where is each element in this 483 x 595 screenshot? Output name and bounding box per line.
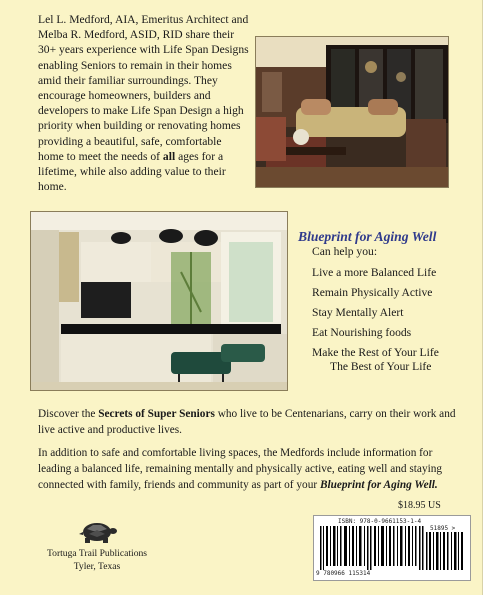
author-intro (38, 12, 250, 194)
barcode-bars (320, 526, 424, 570)
addon-bars (426, 532, 464, 570)
benefit-line-2: The Best of Your Life (330, 360, 432, 373)
isbn-text: ISBN: 978-0-9661153-1-4 (338, 518, 422, 525)
intro-bold-all: all (162, 149, 176, 163)
publisher-city: Tyler, Texas (73, 561, 121, 572)
publisher-block (42, 519, 152, 572)
benefit-item: Remain Physically Active (312, 286, 433, 299)
benefit-item: Stay Mentally Alert (312, 306, 404, 319)
para1-bold: Secrets of Super Seniors (98, 408, 215, 420)
benefit-item: Live a more Balanced Life (312, 266, 437, 279)
kitchen-photo (30, 211, 288, 391)
blueprint-benefits-list (312, 266, 482, 380)
blueprint-subtitle: Can help you: (312, 245, 378, 258)
para2-before: In addition to safe and comfortable living spaces, the Medfords include information for leading a balanced life, remaining mentally and physically active, eating well and staying connected with family, friends and community as part of your (38, 447, 443, 491)
intro-text-2: ages for a lifetime, while also adding value to their home. (38, 149, 226, 194)
benefit-line-1: Make the Rest of Your Life (312, 346, 439, 359)
addon-number: 51895 > (430, 525, 456, 532)
barcode-number: 9 780966 115314 (316, 570, 371, 577)
para1-after: who live to be Centenarians, carry on their work and live active and productive lives. (38, 408, 456, 436)
turtle-icon (77, 519, 117, 545)
benefit-item: Eat Nourishing foods (312, 326, 412, 339)
living-spaces-paragraph (38, 446, 458, 493)
secrets-paragraph (38, 407, 458, 439)
living-room-photo (255, 36, 449, 188)
blueprint-title: Blueprint for Aging Well (298, 229, 437, 244)
intro-text-1: Lel L. Medford, AIA, Emeritus Architect and Melba R. Medford, ASID, RID share their 30+ years experience with Life Span Designs enabling Seniors to remain in their homes amid their familiar surroundings. They encourage homeowners, builders and developers to make Life Span Design a high priority when building or renovating homes providing a beautiful, safe, comfortable home to meet the needs of (38, 13, 249, 163)
para2-bold: Blueprint for Aging Well. (319, 478, 438, 491)
benefit-item-last (312, 346, 482, 374)
isbn-barcode (313, 515, 471, 581)
para1-before: Discover the (38, 408, 99, 420)
price-label: $18.95 US (398, 500, 441, 511)
publisher-name: Tortuga Trail Publications (46, 548, 148, 559)
